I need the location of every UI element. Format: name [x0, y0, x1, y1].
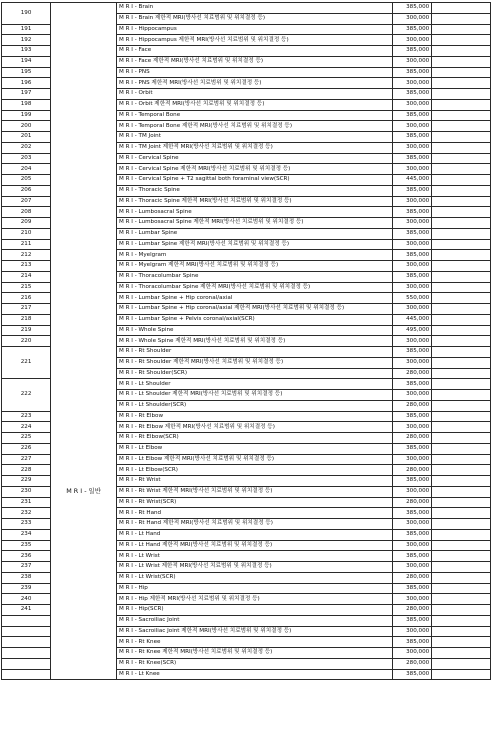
item-name: M R I - Thoracolumbar Spine 제한적 MRI(방사선 치료범위 및 위치결정 등): [117, 282, 393, 293]
row-number: 204: [2, 164, 51, 175]
remarks-cell: [432, 519, 491, 530]
row-number: 195: [2, 67, 51, 78]
item-price: 385,000: [392, 379, 432, 390]
item-price: 385,000: [392, 637, 432, 648]
row-number: 224: [2, 422, 51, 433]
row-number: 236: [2, 551, 51, 562]
remarks-cell: [432, 121, 491, 132]
item-price: 300,000: [392, 121, 432, 132]
row-number: 211: [2, 239, 51, 250]
item-price: 385,000: [392, 153, 432, 164]
item-price: 445,000: [392, 314, 432, 325]
row-number: 208: [2, 207, 51, 218]
item-price: 280,000: [392, 400, 432, 411]
row-number: 221: [2, 347, 51, 379]
item-name: M R I - Thoracic Spine 제한적 MRI(방사선 치료범위 및 위치결정 등): [117, 196, 393, 207]
row-number: 200: [2, 121, 51, 132]
item-name: M R I - Lt Wrist 제한적 MRI(방사선 치료범위 및 위치결정 등): [117, 562, 393, 573]
remarks-cell: [432, 314, 491, 325]
item-name: M R I - Lumbar Spine + Hip coronal/axial 제한적 MRI(방사선 치료범위 및 위치결정 등): [117, 304, 393, 315]
item-price: 300,000: [392, 13, 432, 24]
remarks-cell: [432, 400, 491, 411]
row-number: 223: [2, 411, 51, 422]
item-price: 280,000: [392, 605, 432, 616]
item-name: M R I - Rt Shoulder: [117, 347, 393, 358]
item-name: M R I - TM Joint: [117, 132, 393, 143]
item-price: 385,000: [392, 508, 432, 519]
category-label: M R I - 일반: [66, 487, 101, 496]
remarks-cell: [432, 572, 491, 583]
item-price: 300,000: [392, 357, 432, 368]
item-name: M R I - Lumbosacral Spine: [117, 207, 393, 218]
row-number: 237: [2, 562, 51, 573]
remarks-cell: [432, 422, 491, 433]
item-price: 385,000: [392, 89, 432, 100]
item-price: 385,000: [392, 185, 432, 196]
category-cell: [51, 3, 117, 680]
item-price: 300,000: [392, 422, 432, 433]
row-number: 239: [2, 583, 51, 594]
row-number: 216: [2, 293, 51, 304]
remarks-cell: [432, 110, 491, 121]
price-sheet: [1, 2, 491, 680]
row-number: 205: [2, 175, 51, 186]
row-number: [2, 615, 51, 626]
item-price: 280,000: [392, 465, 432, 476]
row-number: [2, 626, 51, 637]
row-number: 209: [2, 218, 51, 229]
item-price: 300,000: [392, 626, 432, 637]
remarks-cell: [432, 218, 491, 229]
remarks-cell: [432, 368, 491, 379]
item-name: M R I - Hippocampus: [117, 24, 393, 35]
row-number: [2, 637, 51, 648]
item-price: 385,000: [392, 24, 432, 35]
item-name: M R I - Lt Hand: [117, 529, 393, 540]
item-name: M R I - Lt Shoulder: [117, 379, 393, 390]
remarks-cell: [432, 67, 491, 78]
remarks-cell: [432, 89, 491, 100]
row-number: 214: [2, 271, 51, 282]
remarks-cell: [432, 175, 491, 186]
item-name: M R I - Myelgram 제한적 MRI(방사선 치료범위 및 위치결정 등): [117, 261, 393, 272]
remarks-cell: [432, 648, 491, 659]
item-name: M R I - Hip: [117, 583, 393, 594]
item-price: 385,000: [392, 207, 432, 218]
price-table-body: [2, 3, 491, 680]
item-price: 300,000: [392, 336, 432, 347]
item-price: 385,000: [392, 3, 432, 14]
remarks-cell: [432, 433, 491, 444]
remarks-cell: [432, 46, 491, 57]
remarks-cell: [432, 261, 491, 272]
item-price: 300,000: [392, 562, 432, 573]
item-price: 385,000: [392, 228, 432, 239]
item-name: M R I - Rt Elbow(SCR): [117, 433, 393, 444]
item-price: 300,000: [392, 486, 432, 497]
item-price: 300,000: [392, 519, 432, 530]
row-number: [2, 658, 51, 669]
row-number: 229: [2, 476, 51, 487]
item-name: M R I - Thoracic Spine: [117, 185, 393, 196]
item-price: 280,000: [392, 572, 432, 583]
remarks-cell: [432, 164, 491, 175]
remarks-cell: [432, 304, 491, 315]
remarks-cell: [432, 142, 491, 153]
item-name: M R I - Rt Elbow: [117, 411, 393, 422]
item-price: 495,000: [392, 325, 432, 336]
item-price: 300,000: [392, 142, 432, 153]
table-row: [2, 3, 491, 14]
item-name: M R I - Lt Wrist(SCR): [117, 572, 393, 583]
item-price: 300,000: [392, 282, 432, 293]
remarks-cell: [432, 185, 491, 196]
item-name: M R I - Rt Knee: [117, 637, 393, 648]
row-number: 226: [2, 443, 51, 454]
remarks-cell: [432, 271, 491, 282]
item-price: 385,000: [392, 476, 432, 487]
item-name: M R I - Lt Shoulder 제한적 MRI(방사선 치료범위 및 위치결정 등): [117, 390, 393, 401]
item-price: 550,000: [392, 293, 432, 304]
item-price: 280,000: [392, 658, 432, 669]
remarks-cell: [432, 239, 491, 250]
item-name: M R I - Temporal Bone: [117, 110, 393, 121]
row-number: [2, 669, 51, 680]
remarks-cell: [432, 99, 491, 110]
item-price: 300,000: [392, 540, 432, 551]
item-name: M R I - Lumbar Spine + Hip coronal/axial: [117, 293, 393, 304]
remarks-cell: [432, 196, 491, 207]
item-price: 385,000: [392, 615, 432, 626]
row-number: 215: [2, 282, 51, 293]
item-name: M R I - Hippocampus 제한적 MRI(방사선 치료범위 및 위치결정 등): [117, 35, 393, 46]
item-price: 280,000: [392, 497, 432, 508]
item-name: M R I - Lumbar Spine: [117, 228, 393, 239]
row-number: 227: [2, 454, 51, 465]
row-number: 218: [2, 314, 51, 325]
row-number: 219: [2, 325, 51, 336]
item-name: M R I - Rt Hand: [117, 508, 393, 519]
row-number: 233: [2, 519, 51, 530]
row-number: 196: [2, 78, 51, 89]
remarks-cell: [432, 540, 491, 551]
item-price: 300,000: [392, 594, 432, 605]
remarks-cell: [432, 411, 491, 422]
item-name: M R I - Thoracolumbar Spine: [117, 271, 393, 282]
item-price: 300,000: [392, 78, 432, 89]
item-price: 385,000: [392, 443, 432, 454]
item-price: 385,000: [392, 347, 432, 358]
item-name: M R I - Lt Shoulder(SCR): [117, 400, 393, 411]
item-name: M R I - Rt Elbow 제한적 MRI(방사선 치료범위 및 위치결정 등): [117, 422, 393, 433]
item-name: M R I - Lt Elbow 제한적 MRI(방사선 치료범위 및 위치결정 등): [117, 454, 393, 465]
row-number: 222: [2, 379, 51, 411]
remarks-cell: [432, 605, 491, 616]
remarks-cell: [432, 24, 491, 35]
row-number: 202: [2, 142, 51, 153]
item-price: 385,000: [392, 551, 432, 562]
item-price: 300,000: [392, 648, 432, 659]
row-number: 228: [2, 465, 51, 476]
remarks-cell: [432, 562, 491, 573]
remarks-cell: [432, 13, 491, 24]
item-name: M R I - Lumbosacral Spine 제한적 MRI(방사선 치료범위 및 위치결정 등): [117, 218, 393, 229]
row-number: 225: [2, 433, 51, 444]
item-name: M R I - Hip 제한적 MRI(방사선 치료범위 및 위치결정 등): [117, 594, 393, 605]
item-name: M R I - Rt Knee(SCR): [117, 658, 393, 669]
item-name: M R I - Cervical Spine: [117, 153, 393, 164]
item-price: 300,000: [392, 56, 432, 67]
row-number: 207: [2, 196, 51, 207]
row-number: 197: [2, 89, 51, 100]
row-number: 238: [2, 572, 51, 583]
item-name: M R I - Lumbar Spine 제한적 MRI(방사선 치료범위 및 위치결정 등): [117, 239, 393, 250]
item-price: 300,000: [392, 99, 432, 110]
item-name: M R I - Hip(SCR): [117, 605, 393, 616]
remarks-cell: [432, 357, 491, 368]
item-price: 385,000: [392, 250, 432, 261]
item-price: 445,000: [392, 175, 432, 186]
remarks-cell: [432, 390, 491, 401]
item-name: M R I - Face: [117, 46, 393, 57]
item-name: M R I - PNS 제한적 MRI(방사선 치료범위 및 위치결정 등): [117, 78, 393, 89]
item-name: M R I - Cervical Spine + T2 sagittal both foraminal view(SCR): [117, 175, 393, 186]
remarks-cell: [432, 56, 491, 67]
remarks-cell: [432, 626, 491, 637]
item-name: M R I - TM Joint 제한적 MRI(방사선 치료범위 및 위치결정 등): [117, 142, 393, 153]
remarks-cell: [432, 476, 491, 487]
remarks-cell: [432, 250, 491, 261]
item-price: 385,000: [392, 46, 432, 57]
row-number: 210: [2, 228, 51, 239]
row-number: 220: [2, 336, 51, 347]
remarks-cell: [432, 615, 491, 626]
row-number: [2, 648, 51, 659]
item-price: 385,000: [392, 669, 432, 680]
item-name: M R I - Sacroiliac Joint 제한적 MRI(방사선 치료범위 및 위치결정 등): [117, 626, 393, 637]
row-number: 206: [2, 185, 51, 196]
remarks-cell: [432, 78, 491, 89]
item-name: M R I - Orbit: [117, 89, 393, 100]
price-table: [1, 2, 491, 680]
item-name: M R I - Lt Wrist: [117, 551, 393, 562]
item-price: 385,000: [392, 132, 432, 143]
remarks-cell: [432, 293, 491, 304]
item-price: 385,000: [392, 411, 432, 422]
item-name: M R I - Lt Elbow: [117, 443, 393, 454]
item-name: M R I - Myelgram: [117, 250, 393, 261]
item-name: M R I - Whole Spine 제한적 MRI(방사선 치료범위 및 위치결정 등): [117, 336, 393, 347]
remarks-cell: [432, 325, 491, 336]
remarks-cell: [432, 153, 491, 164]
row-number: 193: [2, 46, 51, 57]
item-name: M R I - Rt Wrist: [117, 476, 393, 487]
item-name: M R I - Rt Hand 제한적 MRI(방사선 치료범위 및 위치결정 등): [117, 519, 393, 530]
item-name: M R I - Rt Wrist 제한적 MRI(방사선 치료범위 및 위치결정 등): [117, 486, 393, 497]
item-name: M R I - Cervical Spine 제한적 MRI(방사선 치료범위 및 위치결정 등): [117, 164, 393, 175]
item-name: M R I - Sacroiliac Joint: [117, 615, 393, 626]
remarks-cell: [432, 132, 491, 143]
item-name: M R I - Rt Knee 제한적 MRI(방사선 치료범위 및 위치결정 등): [117, 648, 393, 659]
remarks-cell: [432, 594, 491, 605]
item-price: 385,000: [392, 271, 432, 282]
remarks-cell: [432, 658, 491, 669]
row-number: 201: [2, 132, 51, 143]
item-price: 385,000: [392, 529, 432, 540]
row-number: 241: [2, 605, 51, 616]
remarks-cell: [432, 486, 491, 497]
row-number: 234: [2, 529, 51, 540]
item-price: 385,000: [392, 110, 432, 121]
row-number: 191: [2, 24, 51, 35]
remarks-cell: [432, 379, 491, 390]
row-number: 231: [2, 497, 51, 508]
item-price: 300,000: [392, 261, 432, 272]
item-price: 300,000: [392, 390, 432, 401]
item-price: 300,000: [392, 196, 432, 207]
item-name: M R I - PNS: [117, 67, 393, 78]
row-number: 203: [2, 153, 51, 164]
item-price: 300,000: [392, 218, 432, 229]
item-name: M R I - Orbit 제한적 MRI(방사선 치료범위 및 위치결정 등): [117, 99, 393, 110]
row-number: 199: [2, 110, 51, 121]
item-price: 280,000: [392, 433, 432, 444]
remarks-cell: [432, 347, 491, 358]
row-number: 240: [2, 594, 51, 605]
item-name: M R I - Rt Wrist(SCR): [117, 497, 393, 508]
remarks-cell: [432, 228, 491, 239]
item-price: 300,000: [392, 239, 432, 250]
remarks-cell: [432, 497, 491, 508]
row-number: 235: [2, 540, 51, 551]
item-name: M R I - Lt Hand 제한적 MRI(방사선 치료범위 및 위치결정 등): [117, 540, 393, 551]
remarks-cell: [432, 529, 491, 540]
row-number: 213: [2, 261, 51, 272]
remarks-cell: [432, 637, 491, 648]
row-number: 192: [2, 35, 51, 46]
row-number: 198: [2, 99, 51, 110]
item-name: M R I - Temporal Bone 제한적 MRI(방사선 치료범위 및 위치결정 등): [117, 121, 393, 132]
row-number: 212: [2, 250, 51, 261]
remarks-cell: [432, 3, 491, 14]
remarks-cell: [432, 669, 491, 680]
remarks-cell: [432, 443, 491, 454]
item-name: M R I - Lt Knee: [117, 669, 393, 680]
row-number: 232: [2, 508, 51, 519]
item-name: M R I - Rt Shoulder 제한적 MRI(방사선 치료범위 및 위치결정 등): [117, 357, 393, 368]
remarks-cell: [432, 336, 491, 347]
remarks-cell: [432, 583, 491, 594]
remarks-cell: [432, 551, 491, 562]
remarks-cell: [432, 35, 491, 46]
row-number: 194: [2, 56, 51, 67]
item-name: M R I - Face 제한적 MRI(방사선 치료범위 및 위치결정 등): [117, 56, 393, 67]
remarks-cell: [432, 282, 491, 293]
remarks-cell: [432, 465, 491, 476]
row-number: 190: [2, 3, 51, 25]
item-name: M R I - Brain: [117, 3, 393, 14]
item-name: M R I - Lt Elbow(SCR): [117, 465, 393, 476]
item-name: M R I - Rt Shoulder(SCR): [117, 368, 393, 379]
item-price: 300,000: [392, 35, 432, 46]
row-number: 217: [2, 304, 51, 315]
row-number: 230: [2, 486, 51, 497]
item-name: M R I - Lumbar Spine + Pelvis coronal/axial(SCR): [117, 314, 393, 325]
item-name: M R I - Brain 제한적 MRI(방사선 치료범위 및 위치결정 등): [117, 13, 393, 24]
item-price: 385,000: [392, 583, 432, 594]
item-price: 385,000: [392, 67, 432, 78]
remarks-cell: [432, 454, 491, 465]
item-price: 300,000: [392, 304, 432, 315]
remarks-cell: [432, 207, 491, 218]
item-price: 300,000: [392, 454, 432, 465]
remarks-cell: [432, 508, 491, 519]
item-name: M R I - Whole Spine: [117, 325, 393, 336]
item-price: 280,000: [392, 368, 432, 379]
item-price: 300,000: [392, 164, 432, 175]
